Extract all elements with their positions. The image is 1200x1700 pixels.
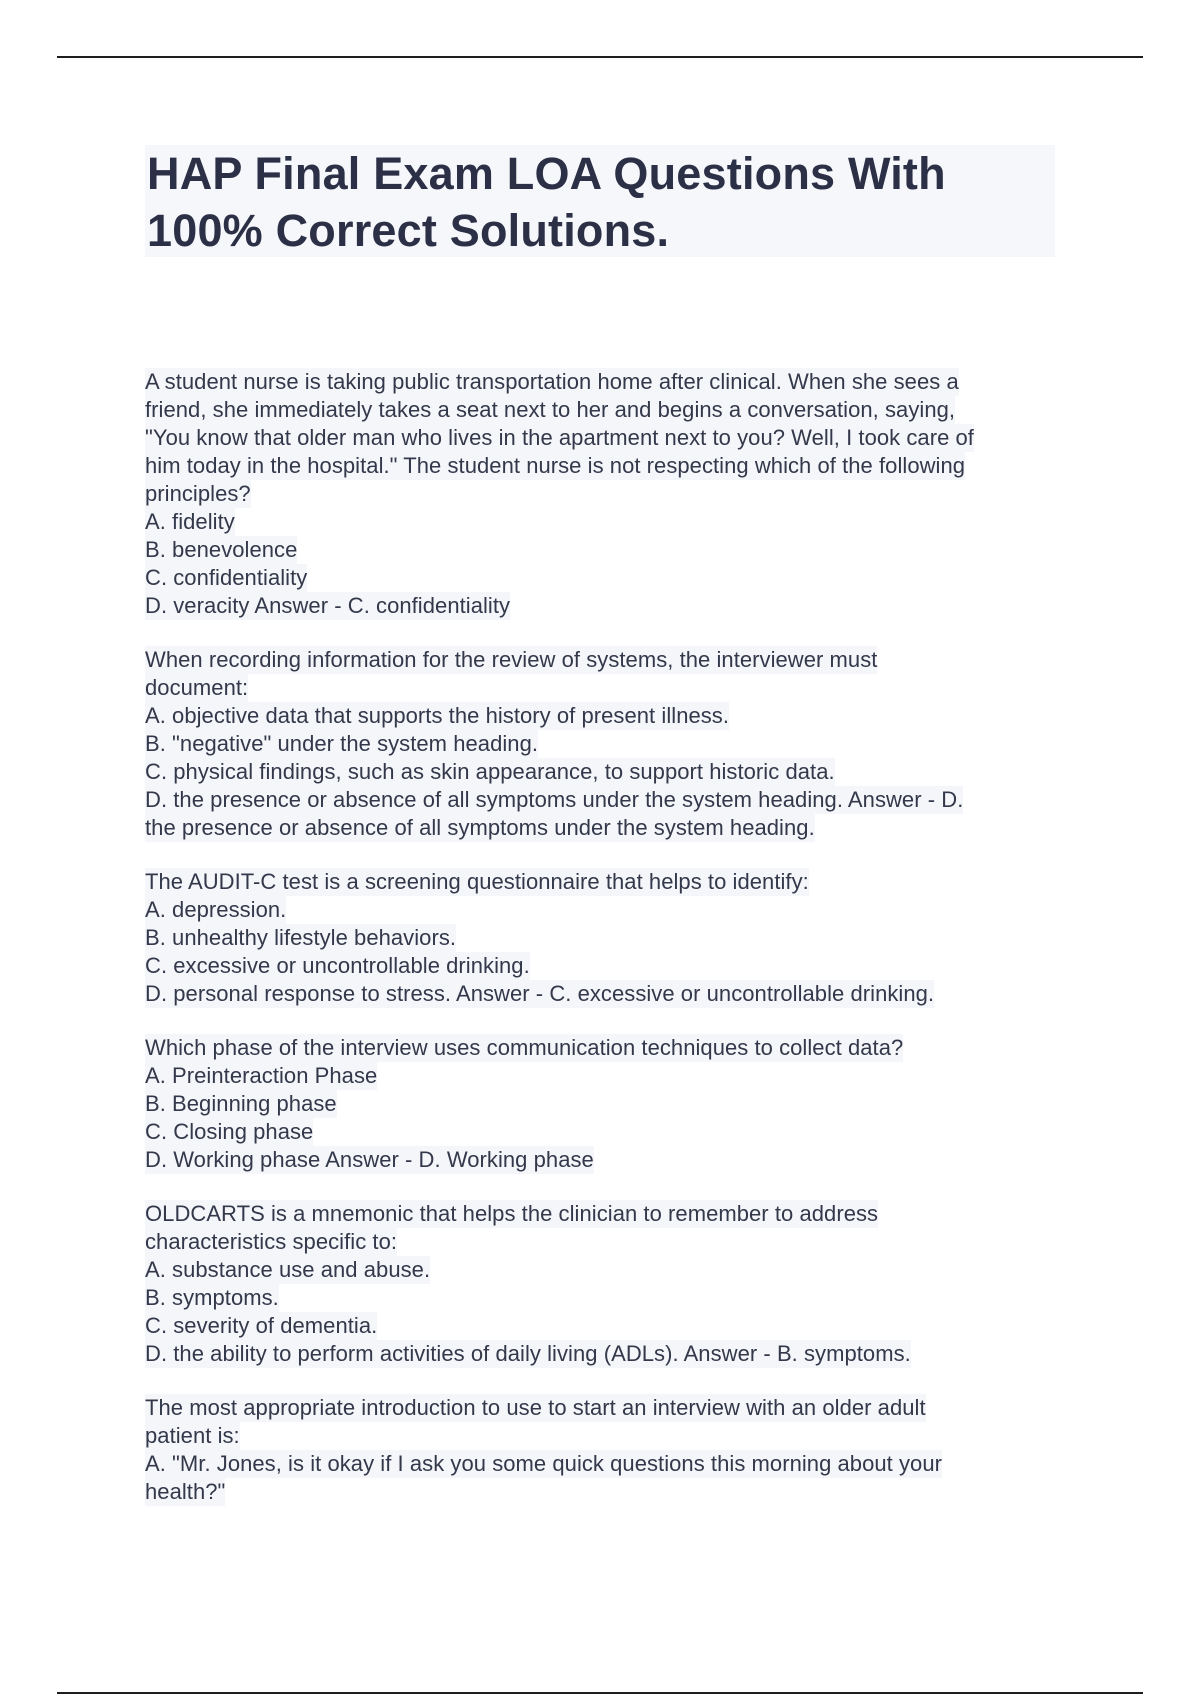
answer-option: B. "negative" under the system heading. (145, 731, 539, 756)
question-text-line: Which phase of the interview uses communication techniques to collect data? (145, 1035, 904, 1060)
question-text-line: characteristics specific to: (145, 1229, 398, 1254)
question-text-line: patient is: (145, 1423, 240, 1448)
question-text-line: friend, she immediately takes a seat next to her and begins a conversation, saying, (145, 397, 956, 422)
answer-option: A. objective data that supports the history of present illness. (145, 703, 730, 728)
answer-option-with-solution: D. the ability to perform activities of daily living (ADLs). Answer - B. symptoms. (145, 1341, 911, 1366)
question-6 (145, 1394, 1065, 1506)
bottom-rule (57, 1692, 1143, 1694)
question-3 (145, 868, 1065, 1008)
solution-continuation: the presence or absence of all symptoms under the system heading. (145, 815, 815, 840)
answer-option-with-solution: D. Working phase Answer - D. Working phase (145, 1147, 594, 1172)
answer-option: B. benevolence (145, 537, 298, 562)
question-text-line: A student nurse is taking public transportation home after clinical. When she sees a (145, 369, 959, 394)
question-1 (145, 368, 1065, 620)
answer-option: C. severity of dementia. (145, 1313, 378, 1338)
top-rule (57, 56, 1143, 58)
question-text-line: The AUDIT-C test is a screening questionnaire that helps to identify: (145, 869, 809, 894)
question-4 (145, 1034, 1065, 1174)
answer-option: A. substance use and abuse. (145, 1257, 431, 1282)
question-5 (145, 1200, 1065, 1368)
answer-option-continuation: health?" (145, 1479, 226, 1504)
answer-option: C. excessive or uncontrollable drinking. (145, 953, 530, 978)
answer-option-with-solution: D. personal response to stress. Answer - C. excessive or uncontrollable drinking. (145, 981, 935, 1006)
answer-option: A. Preinteraction Phase (145, 1063, 378, 1088)
answer-option: B. Beginning phase (145, 1091, 337, 1116)
question-text-line: "You know that older man who lives in the apartment next to you? Well, I took care of (145, 425, 974, 450)
answer-option: B. unhealthy lifestyle behaviors. (145, 925, 457, 950)
answer-option-with-solution: D. the presence or absence of all symptoms under the system heading. Answer - D. (145, 787, 964, 812)
answer-option: A. "Mr. Jones, is it okay if I ask you some quick questions this morning about your (145, 1451, 942, 1476)
answer-option: C. Closing phase (145, 1119, 314, 1144)
questions-list (145, 368, 1065, 1532)
title-block (145, 145, 1055, 257)
answer-option: A. depression. (145, 897, 287, 922)
question-text-line: him today in the hospital." The student nurse is not respecting which of the following (145, 453, 966, 478)
question-text-line: OLDCARTS is a mnemonic that helps the clinician to remember to address (145, 1201, 879, 1226)
question-text-line: When recording information for the review of systems, the interviewer must (145, 647, 878, 672)
document-title: HAP Final Exam LOA Questions With 100% Correct Solutions. (147, 148, 946, 256)
answer-option: C. confidentiality (145, 565, 308, 590)
question-text-line: The most appropriate introduction to use to start an interview with an older adult (145, 1395, 926, 1420)
answer-option-with-solution: D. veracity Answer - C. confidentiality (145, 593, 511, 618)
question-2 (145, 646, 1065, 842)
answer-option: A. fidelity (145, 509, 235, 534)
question-text-line: principles? (145, 481, 251, 506)
answer-option: C. physical findings, such as skin appearance, to support historic data. (145, 759, 835, 784)
question-text-line: document: (145, 675, 249, 700)
answer-option: B. symptoms. (145, 1285, 279, 1310)
